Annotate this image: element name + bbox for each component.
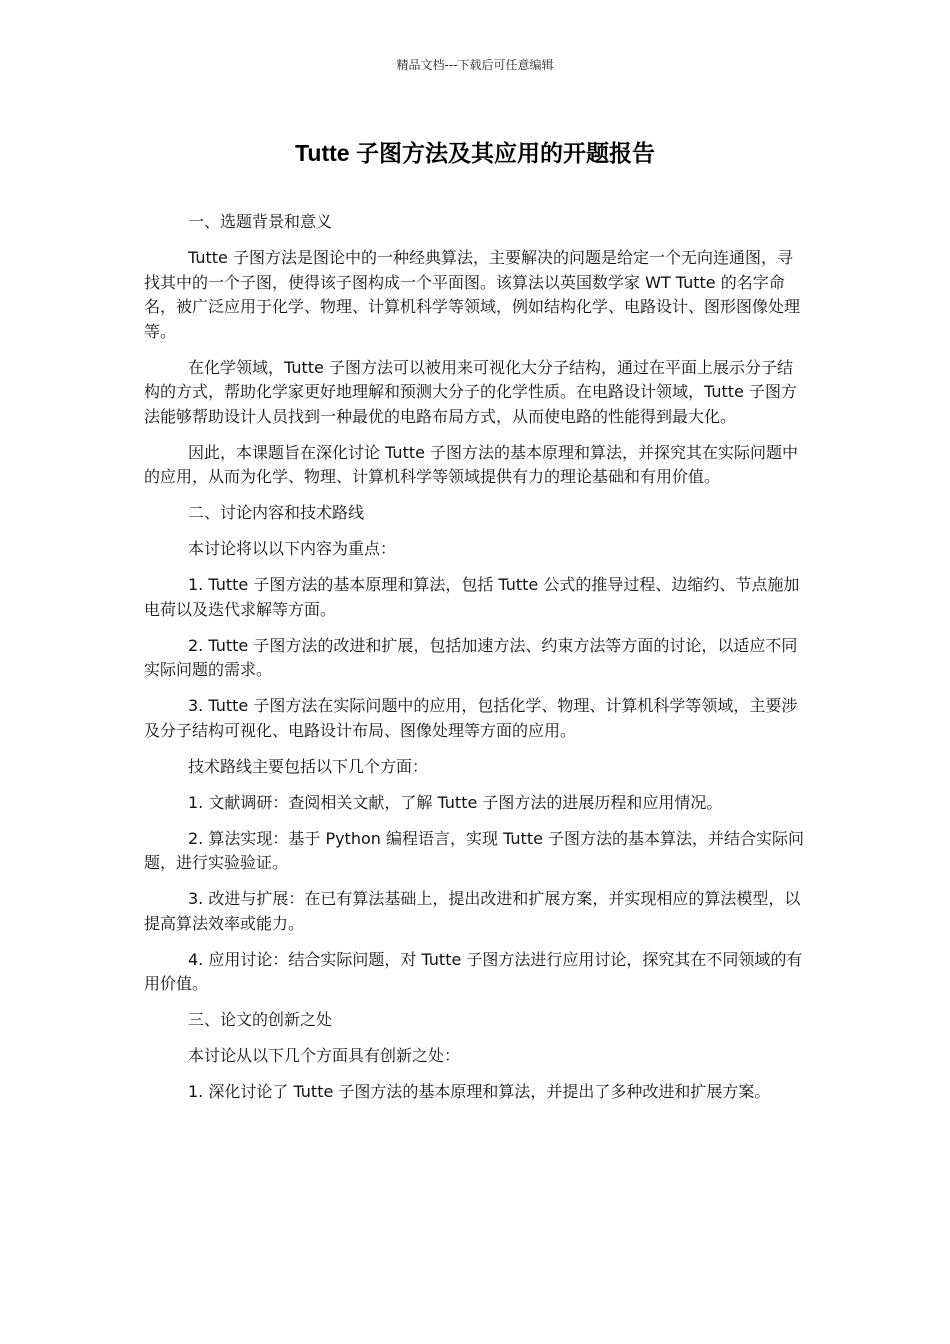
list-item: 2. 算法实现：基于 Python 编程语言，实现 Tutte 子图方法的基本算法，并结合实际问题，进行实验验证。: [144, 828, 805, 872]
list-item: 3. 改进与扩展：在已有算法基础上，提出改进和扩展方案，并实现相应的算法模型，以提高算法效率或能力。: [144, 889, 801, 933]
document-body: [144, 210, 806, 1116]
paragraph: 本讨论从以下几个方面具有创新之处：: [188, 1046, 461, 1065]
paragraph: 本讨论将以以下内容为重点：: [188, 539, 397, 558]
paragraph: Tutte 子图方法是图论中的一种经典算法，主要解决的问题是给定一个无向连通图，寻找其中的一个子图，使得该子图构成一个平面图。该算法以英国数学家 WT Tutte 的名字命名，被广泛应用于化学、物理、计算机科学等领域，例如结构化学、电路设计、图形图像处理等。: [144, 248, 801, 341]
paragraph: 技术路线主要包括以下几个方面：: [188, 756, 429, 776]
list-item: 4. 应用讨论：结合实际问题，对 Tutte 子图方法进行应用讨论，探究其在不同领域的有用价值。: [144, 949, 803, 993]
paragraph: 在化学领域，Tutte 子图方法可以被用来可视化大分子结构，通过在平面上展示分子结构的方式，帮助化学家更好地理解和预测大分子的化学性质。在电路设计领域，Tutte 子图方法能够帮助设计人员找到一种最优的电路布局方式，从而使电路的性能得到最大化。: [144, 357, 797, 426]
list-item: 1. 深化讨论了 Tutte 子图方法的基本原理和算法，并提出了多种改进和扩展方案。: [188, 1082, 771, 1101]
document-title: Tutte 子图方法及其应用的开题报告: [295, 140, 655, 166]
list-item: 2. Tutte 子图方法的改进和扩展，包括加速方法、约束方法等方面的讨论，以适应不同实际问题的需求。: [144, 635, 798, 679]
list-item: 1. Tutte 子图方法的基本原理和算法，包括 Tutte 公式的推导过程、边缩约、节点施加电荷以及迭代求解等方面。: [144, 575, 800, 619]
section-heading-innovation: 三、论文的创新之处: [188, 1010, 333, 1029]
section-heading-background: 一、选题背景和意义: [188, 212, 333, 231]
list-item: 1. 文献调研：查阅相关文献，了解 Tutte 子图方法的进展历程和应用情况。: [188, 792, 723, 812]
section-heading-content: 二、讨论内容和技术路线: [188, 503, 365, 522]
list-item: 3. Tutte 子图方法在实际问题中的应用，包括化学、物理、计算机科学等领域，主要涉及分子结构可视化、电路设计布局、图像处理等方面的应用。: [144, 696, 798, 740]
paragraph: 因此，本课题旨在深化讨论 Tutte 子图方法的基本原理和算法，并探究其在实际问题中的应用，从而为化学、物理、计算机科学等领域提供有力的理论基础和有用价值。: [144, 442, 799, 486]
page-header: 精品文档---下载后可任意编辑: [396, 58, 554, 72]
